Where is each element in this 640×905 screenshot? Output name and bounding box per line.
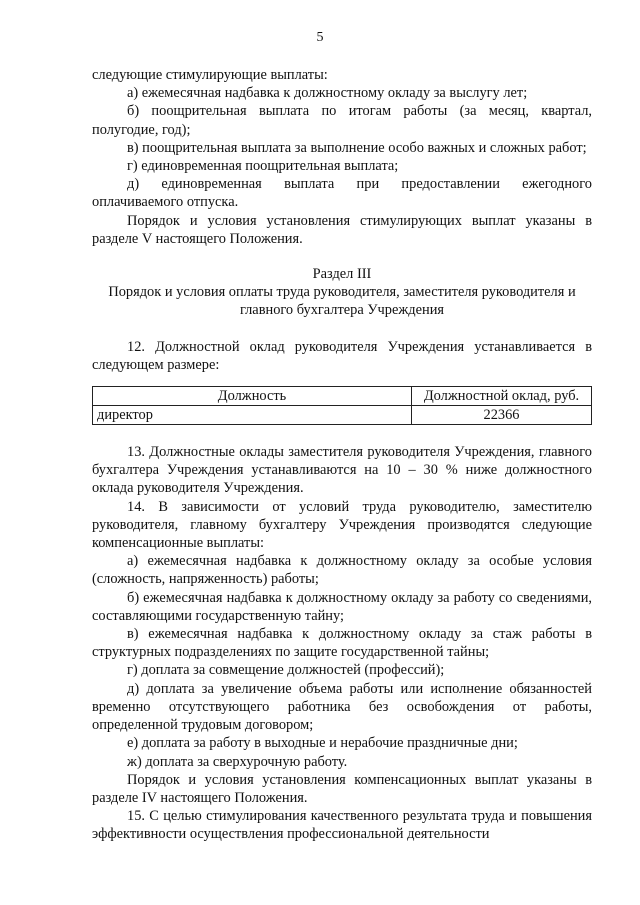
table-cell-salary: 22366 bbox=[412, 406, 592, 425]
section-number: Раздел III bbox=[312, 266, 372, 283]
compensation-section bbox=[92, 443, 592, 843]
paragraph: следующие стимулирующие выплаты: bbox=[92, 67, 328, 83]
list-item: д) доплата за увеличение объема работы или исполнение обязанностей временно отсутствующего работника без освобождения от работы, определенной трудовым договором; bbox=[92, 680, 592, 734]
list-item: е) доплата за работу в выходные и нерабочие праздничные дни; bbox=[127, 735, 518, 752]
paragraph-13: 13. Должностные оклады заместителя руководителя Учреждения, главного бухгалтера Учреждения устанавливаются на 10 – 30 % ниже должностного оклада руководителя Учреждения. bbox=[92, 444, 592, 497]
list-item: б) поощрительная выплата по итогам работы (за месяц, квартал, полугодие, год); bbox=[92, 103, 592, 138]
paragraph: Порядок и условия установления компенсационных выплат указаны в разделе IV настоящего Положения. bbox=[92, 771, 592, 806]
list-item: г) доплата за совмещение должностей (профессий); bbox=[127, 662, 445, 679]
list-item: б) ежемесячная надбавка к должностному окладу за работу со сведениями, составляющими государственную тайну; bbox=[92, 589, 592, 624]
table-row bbox=[93, 406, 592, 425]
paragraph-15: 15. С целью стимулирования качественного результата труда и повышения эффективности осуществления профессиональной деятельности bbox=[92, 808, 592, 843]
list-item: ж) доплата за сверхурочную работу. bbox=[127, 753, 348, 770]
list-item: а) ежемесячная надбавка к должностному окладу за выслугу лет; bbox=[127, 85, 528, 102]
list-item: г) единовременная поощрительная выплата; bbox=[127, 158, 399, 175]
list-item: д) единовременная выплата при предоставлении ежегодного оплачиваемого отпуска. bbox=[92, 176, 592, 211]
table-cell-position: директор bbox=[93, 406, 412, 425]
page-number: 5 bbox=[316, 30, 324, 45]
list-item: а) ежемесячная надбавка к должностному окладу за особые условия (сложность, напряженность) работы; bbox=[92, 553, 592, 588]
paragraph-12: 12. Должностной оклад руководителя Учреждения устанавливается в следующем размере: bbox=[92, 338, 592, 373]
table-header-row bbox=[93, 387, 592, 406]
document-body bbox=[92, 66, 592, 844]
list-item: в) поощрительная выплата за выполнение особо важных и сложных работ; bbox=[127, 139, 587, 156]
stimulus-payments-list bbox=[92, 66, 592, 248]
salary-table bbox=[92, 386, 592, 425]
paragraph: Порядок и условия установления стимулирующих выплат указаны в разделе V настоящего Положения. bbox=[92, 212, 592, 247]
list-item: в) ежемесячная надбавка к должностному окладу за стаж работы в структурных подразделениях по защите государственной тайны; bbox=[92, 626, 592, 661]
table-header-position: Должность bbox=[93, 387, 412, 406]
section-title: Порядок и условия оплаты труда руководителя, заместителя руководителя и главного бухгалтера Учреждения bbox=[108, 284, 576, 319]
table-header-salary: Должностной оклад, руб. bbox=[412, 387, 592, 406]
paragraph-14: 14. В зависимости от условий труда руководителю, заместителю руководителя, главному бухгалтеру Учреждения производятся следующие компенсационные выплаты: bbox=[92, 498, 592, 552]
